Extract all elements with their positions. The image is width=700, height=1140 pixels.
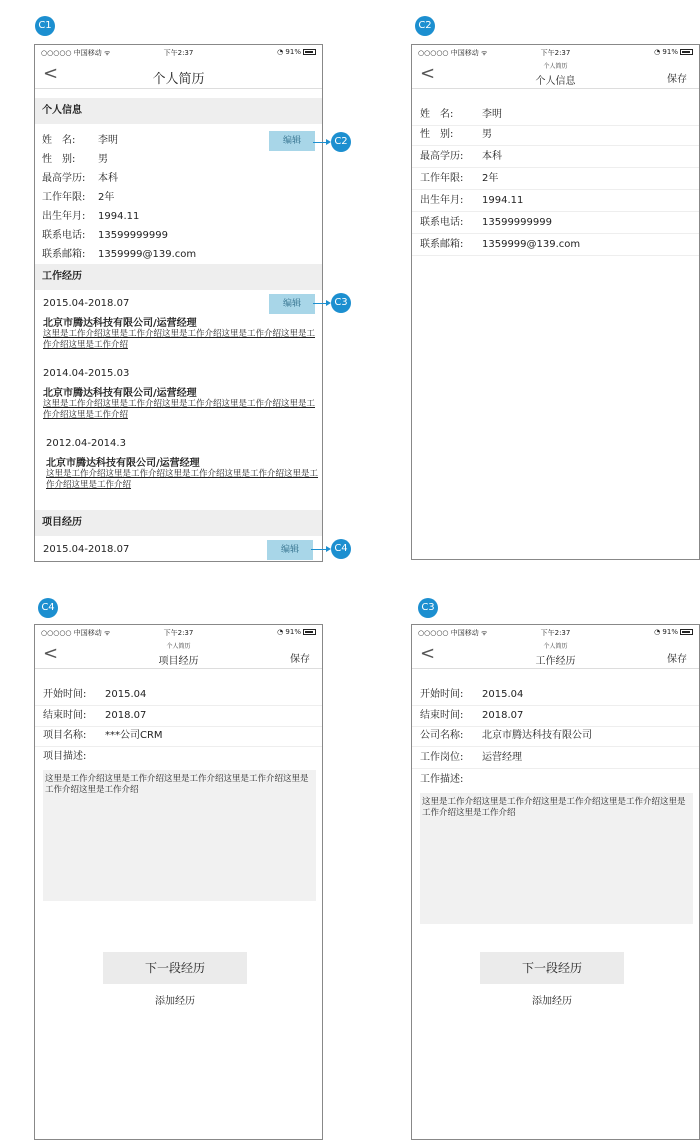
battery-icon (680, 629, 693, 635)
edit-project-history-button[interactable]: 编辑 (267, 540, 313, 560)
nav-bar (412, 639, 699, 669)
info-row: 联系电话: 13599999999 (42, 230, 168, 241)
info-row: 性 别: 男 (42, 154, 108, 165)
job-title: 北京市腾达科技有限公司/运营经理 (46, 458, 200, 469)
save-button[interactable]: 保存 (290, 654, 310, 665)
back-icon[interactable]: < (43, 643, 59, 664)
clock-text: 下午2:37 (540, 629, 571, 637)
screen-badge-c3: C3 (418, 598, 438, 618)
callout-badge-c2: C2 (331, 132, 351, 152)
page-title: 项目经历 (158, 656, 199, 667)
back-icon[interactable]: < (420, 643, 436, 664)
callout-arrow (311, 549, 327, 550)
personal-info-header: 个人信息 (35, 98, 322, 124)
clock-text: 下午2:37 (163, 629, 194, 637)
project-history-header: 项目经历 (35, 510, 322, 536)
info-row: 工作年限: 2年 (42, 192, 115, 203)
info-row: 姓 名: 李明 (42, 135, 118, 146)
carrier-text: ○○○○○ 中国移动 ᯤ (418, 629, 488, 637)
nav-subtitle: 个人简历 (166, 643, 191, 650)
nav-bar (412, 59, 699, 89)
phone-screen-c1 (34, 44, 323, 562)
nav-subtitle: 个人简历 (543, 63, 568, 70)
screen-badge-c1: C1 (35, 16, 55, 36)
battery-indicator: ◔ 91% (654, 628, 693, 636)
next-experience-button[interactable]: 下一段经历 (103, 952, 247, 984)
clock-text: 下午2:37 (540, 49, 571, 57)
job-date: 2014.04-2015.03 (43, 368, 130, 379)
form-row[interactable]: 结束时间: 2018.07 (412, 705, 699, 727)
callout-badge-c4: C4 (331, 539, 351, 559)
job-description: 这里是工作介绍这里是工作介绍这里是工作介绍这里是工作介绍这里是工作介绍这里是工作介绍 (43, 329, 316, 350)
battery-icon (303, 49, 316, 55)
nav-bar (35, 639, 322, 669)
battery-icon (680, 49, 693, 55)
back-icon[interactable]: < (43, 63, 59, 84)
nav-bar (35, 59, 322, 89)
form-row[interactable]: 项目名称: ***公司CRM (35, 725, 322, 747)
project-date: 2015.04-2018.07 (43, 544, 130, 555)
callout-arrow (313, 142, 327, 143)
carrier-text: ○○○○○ 中国移动 ᯤ (41, 629, 111, 637)
add-experience-link[interactable]: 添加经历 (532, 996, 572, 1007)
battery-indicator: ◔ 91% (277, 48, 316, 56)
phone-screen-c4 (34, 624, 323, 1140)
phone-screen-c2 (411, 44, 700, 560)
save-button[interactable]: 保存 (667, 74, 687, 85)
form-row[interactable]: 工作年限: 2年 (412, 168, 699, 190)
job-title: 北京市腾达科技有限公司/运营经理 (43, 388, 197, 399)
job-title: 北京市腾达科技有限公司/运营经理 (43, 318, 197, 329)
description-textarea[interactable]: 这里是工作介绍这里是工作介绍这里是工作介绍这里是工作介绍这里是工作介绍这里是工作介绍 (43, 770, 316, 901)
info-row: 出生年月: 1994.11 (42, 211, 140, 222)
job-date: 2015.04-2018.07 (43, 298, 130, 309)
battery-indicator: ◔ 91% (654, 48, 693, 56)
edit-personal-info-button[interactable]: 编辑 (269, 131, 315, 151)
page-title: 个人简历 (152, 72, 205, 87)
carrier-text: ○○○○○ 中国移动 ᯤ (418, 49, 488, 57)
screen-badge-c4: C4 (38, 598, 58, 618)
status-bar (35, 45, 322, 59)
callout-arrow (313, 303, 327, 304)
back-icon[interactable]: < (420, 63, 436, 84)
carrier-text: ○○○○○ 中国移动 ᯤ (41, 49, 111, 57)
info-row: 联系邮箱: 1359999@139.com (42, 249, 197, 260)
description-label: 工作描述: (420, 774, 464, 785)
form-row[interactable]: 结束时间: 2018.07 (35, 705, 322, 727)
form-row[interactable]: 开始时间: 2015.04 (412, 684, 699, 706)
save-button[interactable]: 保存 (667, 654, 687, 665)
page-title: 个人信息 (535, 76, 576, 87)
info-row: 最高学历: 本科 (42, 173, 118, 184)
add-experience-link[interactable]: 添加经历 (155, 996, 195, 1007)
form-row[interactable]: 性 别: 男 (412, 124, 699, 146)
clock-text: 下午2:37 (163, 49, 194, 57)
page-title: 工作经历 (535, 656, 576, 667)
status-bar (412, 625, 699, 639)
battery-icon (303, 629, 316, 635)
form-row[interactable]: 出生年月: 1994.11 (412, 190, 699, 212)
job-description: 这里是工作介绍这里是工作介绍这里是工作介绍这里是工作介绍这里是工作介绍这里是工作介绍 (46, 469, 319, 490)
form-row[interactable]: 姓 名: 李明 (412, 104, 699, 126)
next-experience-button[interactable]: 下一段经历 (480, 952, 624, 984)
job-date: 2012.04-2014.3 (46, 438, 126, 449)
edit-work-history-button[interactable]: 编辑 (269, 294, 315, 314)
callout-badge-c3: C3 (331, 293, 351, 313)
form-row[interactable]: 联系邮箱: 1359999@139.com (412, 234, 699, 256)
form-row[interactable]: 工作岗位: 运营经理 (412, 747, 699, 769)
description-label: 项目描述: (43, 751, 87, 762)
form-row[interactable]: 开始时间: 2015.04 (35, 684, 322, 706)
form-row[interactable]: 公司名称: 北京市腾达科技有限公司 (412, 725, 699, 747)
screen-badge-c2: C2 (415, 16, 435, 36)
battery-indicator: ◔ 91% (277, 628, 316, 636)
status-bar (35, 625, 322, 639)
form-row[interactable]: 联系电话: 13599999999 (412, 212, 699, 234)
description-textarea[interactable]: 这里是工作介绍这里是工作介绍这里是工作介绍这里是工作介绍这里是工作介绍这里是工作介绍 (420, 793, 693, 924)
phone-screen-c3 (411, 624, 700, 1140)
form-row[interactable]: 最高学历: 本科 (412, 146, 699, 168)
work-history-header: 工作经历 (35, 264, 322, 290)
job-description: 这里是工作介绍这里是工作介绍这里是工作介绍这里是工作介绍这里是工作介绍这里是工作介绍 (43, 399, 316, 420)
status-bar (412, 45, 699, 59)
nav-subtitle: 个人简历 (543, 643, 568, 650)
